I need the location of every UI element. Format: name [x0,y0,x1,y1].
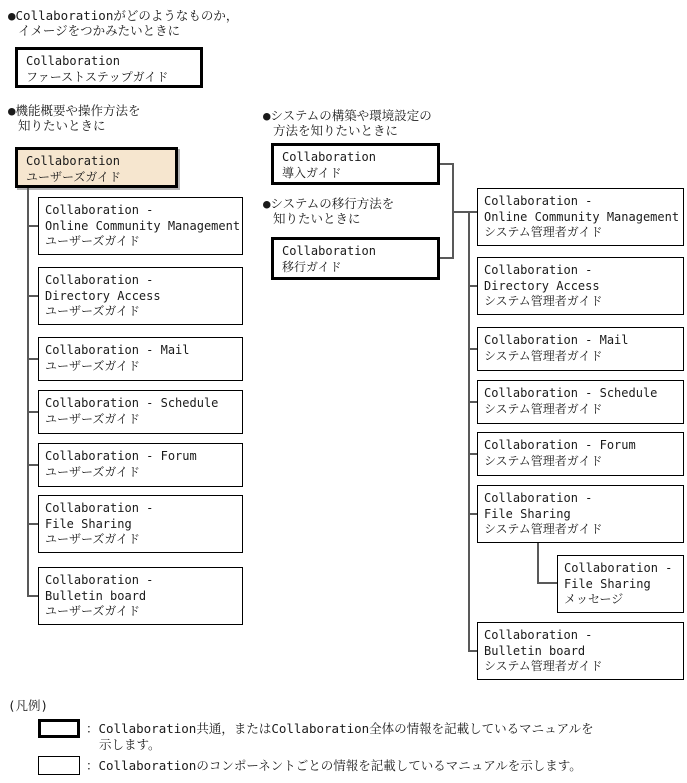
connector-line [468,285,477,287]
connector-line [27,523,38,525]
box-line: ユーザーズガイド [45,411,141,426]
box-line: ファーストステップガイド [26,69,169,84]
box-line: 導入ガイド [282,165,342,180]
connector-line [468,513,477,515]
connector-line [27,464,38,466]
connector-line [468,650,477,652]
box-line: Collaboration - Schedule [484,386,658,400]
migration-heading-line2: 知りたいときに [273,211,361,226]
setup-heading-line1: ●システムの構築や環境設定の [263,108,432,123]
box-line: システム管理者ガイド [484,453,603,468]
box-line: Collaboration - [484,194,593,208]
user-heading-line1: ●機能概要や操作方法を [8,103,141,118]
connector-line [440,163,452,165]
connector-line [537,582,557,584]
box-user-online-community [38,197,243,255]
legend-thick-box-sample [38,719,80,738]
box-line: Collaboration - [45,273,154,287]
box-line: Collaboration - [484,628,593,642]
box-line: ユーザーズガイド [45,358,141,373]
box-line: システム管理者ガイド [484,401,603,416]
box-user-guide-root [15,147,178,188]
first-step-heading-line2: イメージをつかみたいときに [18,23,181,38]
user-heading-line2: 知りたいときに [18,118,106,133]
box-line: Online Community Management [45,218,241,233]
box-line: システム管理者ガイド [484,522,603,536]
legend-thin-text-line1: ：Collaborationのコンポーネントごとの情報を記載しているマニュアルを示します。 [86,758,582,773]
box-line: Collaboration [282,244,376,258]
box-line: File Sharing [45,516,132,531]
box-user-mail [38,337,243,381]
box-admin-forum [477,432,684,476]
box-admin-online-community [477,188,684,246]
box-user-file-sharing [38,495,243,553]
box-first-step-guide [15,47,203,88]
box-line: Collaboration - [484,263,593,277]
box-admin-schedule [477,380,684,424]
box-line: メッセージ [564,592,624,606]
box-line: Collaboration - [564,561,673,575]
connector-line [468,401,477,403]
box-user-forum [38,443,243,487]
box-line: Collaboration - [45,573,154,587]
box-line: Collaboration [26,54,120,68]
connector-line [27,595,38,597]
connector-line [27,411,38,413]
box-line: Collaboration - [484,491,593,505]
box-line: Directory Access [484,278,600,293]
connector-line [27,225,38,227]
box-admin-directory-access [477,257,684,315]
box-line: システム管理者ガイド [484,294,603,308]
box-line: Collaboration [26,154,120,168]
box-line: Directory Access [45,288,161,303]
box-line: Online Community Management [484,209,680,224]
setup-heading-line2: 方法を知りたいときに [273,123,399,138]
box-line: 移行ガイド [282,259,342,274]
box-line: システム管理者ガイド [484,348,603,363]
box-line: ユーザーズガイド [45,234,141,248]
box-file-sharing-messages [557,555,684,613]
box-migration-guide [271,237,440,280]
box-line: Collaboration - Mail [484,333,629,347]
legend-thin-box-sample [38,756,80,775]
box-line: ユーザーズガイド [45,464,141,479]
box-line: Collaboration - Mail [45,343,190,357]
connector-line [537,543,539,584]
box-line: Collaboration - Forum [45,449,197,463]
box-line: Bulletin board [45,588,147,603]
box-user-schedule [38,390,243,434]
first-step-heading-line1: ●Collaborationがどのようなものか， [8,8,239,23]
connector-line [440,257,452,259]
box-admin-bulletin-board [477,622,684,680]
box-admin-file-sharing [477,485,684,543]
migration-heading-line1: ●システムの移行方法を [263,196,395,211]
box-line: システム管理者ガイド [484,659,603,673]
box-line: File Sharing [564,576,651,591]
box-line: Bulletin board [484,643,586,658]
connector-line [468,348,477,350]
box-line: システム管理者ガイド [484,225,603,239]
box-line: ユーザーズガイド [26,169,122,184]
legend-thick-text-line1: ：Collaboration共通，またはCollaboration全体の情報を記載しているマニュアルを [86,721,594,736]
box-line: Collaboration - [45,501,154,515]
connector-line [27,295,38,297]
box-line: File Sharing [484,506,571,521]
box-setup-guide [271,143,440,185]
box-line: ユーザーズガイド [45,304,141,318]
legend-title: (凡例) [8,698,49,713]
legend-thick-text-line2: 示します。 [99,737,161,752]
box-admin-mail [477,327,684,371]
box-line: Collaboration [282,150,376,164]
box-user-directory-access [38,267,243,325]
connector-line [452,211,477,213]
box-line: Collaboration - Schedule [45,396,219,410]
user-tree-trunk-line [27,188,29,597]
connector-line [468,453,477,455]
box-line: Collaboration - [45,203,154,217]
box-line: ユーザーズガイド [45,532,141,546]
box-line: Collaboration - Forum [484,438,636,452]
admin-tree-trunk-line [468,211,470,652]
box-user-bulletin-board [38,567,243,625]
box-line: ユーザーズガイド [45,604,141,618]
connector-line [27,358,38,360]
